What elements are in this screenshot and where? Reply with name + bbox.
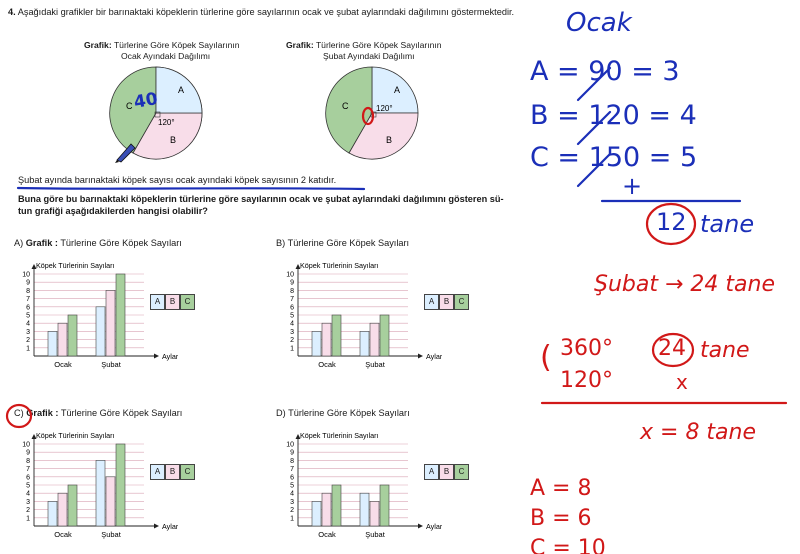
x-axis-label: Aylar xyxy=(162,352,178,361)
option-c-title: Türlerine Göre Köpek Sayıları xyxy=(60,408,183,418)
legend-a: A xyxy=(150,464,165,480)
legend-b: B xyxy=(439,294,454,310)
legend-c: C xyxy=(454,464,469,480)
question-fact: Şubat ayında barınaktaki köpek sayısı ocak ayındaki köpek sayısının 2 katıdır. xyxy=(18,175,337,185)
y-tick-label: 7 xyxy=(26,466,30,474)
y-tick-label: 1 xyxy=(290,515,294,523)
option-a-title-prefix: Grafik : xyxy=(25,238,58,248)
bar-b xyxy=(322,493,331,526)
bar-a xyxy=(312,501,321,526)
hw-ans-a: A = 8 xyxy=(530,476,592,501)
x-axis-arrow xyxy=(418,524,423,529)
y-tick-label: 9 xyxy=(26,449,30,457)
pie-subat xyxy=(322,63,422,163)
bar-b xyxy=(58,323,67,356)
y-tick-label: 10 xyxy=(22,441,30,449)
option-c-title-prefix: Grafik : xyxy=(26,408,59,418)
pie-ocak-label-a: A xyxy=(178,85,185,95)
hw-paren: ( xyxy=(540,340,552,375)
option-c-chart[interactable] xyxy=(18,426,178,544)
option-c-header xyxy=(14,408,182,418)
y-tick-label: 9 xyxy=(26,279,30,287)
x-axis-label: Aylar xyxy=(426,352,442,361)
legend-b: B xyxy=(439,464,454,480)
hw-ans-b: B = 6 xyxy=(530,506,592,531)
x-tick-label: Ocak xyxy=(54,360,72,369)
y-axis-label: Köpek Türlerinin Sayıları xyxy=(300,431,379,440)
bar-b xyxy=(370,501,379,526)
x-tick-label: Şubat xyxy=(365,530,385,539)
option-a-letter: A) xyxy=(14,238,24,248)
y-tick-label: 6 xyxy=(26,304,30,312)
pie-subat-label-a: A xyxy=(394,85,401,95)
x-axis-label: Aylar xyxy=(162,522,178,531)
y-tick-label: 5 xyxy=(26,312,30,320)
hw-prop-bl: 120° xyxy=(560,368,613,393)
bar-c xyxy=(332,485,341,526)
y-tick-label: 5 xyxy=(290,482,294,490)
y-axis-label: Köpek Türlerinin Sayıları xyxy=(36,431,115,440)
hw-total-num: 12 xyxy=(656,208,687,236)
y-tick-label: 7 xyxy=(290,466,294,474)
y-tick-label: 5 xyxy=(290,312,294,320)
y-tick-label: 9 xyxy=(290,279,294,287)
y-tick-label: 4 xyxy=(26,490,30,498)
option-d-title: Türlerine Göre Köpek Sayıları xyxy=(288,408,410,418)
pie-ocak-title xyxy=(84,40,240,62)
pen-cursor-icon xyxy=(113,138,139,164)
y-tick-label: 6 xyxy=(290,304,294,312)
bar-c xyxy=(332,315,341,356)
x-tick-label: Şubat xyxy=(101,360,121,369)
y-tick-label: 6 xyxy=(290,474,294,482)
y-tick-label: 7 xyxy=(26,296,30,304)
bar-a xyxy=(48,331,57,356)
y-tick-label: 2 xyxy=(290,507,294,515)
option-a-header xyxy=(14,238,182,248)
hw-a-line: A = 90 = 3 xyxy=(530,56,680,87)
pie-ocak-label-c: C xyxy=(126,101,133,111)
y-axis-label: Köpek Türlerinin Sayıları xyxy=(36,261,115,270)
legend-a: A xyxy=(424,294,439,310)
question-prompt-line2: tun grafiği aşağıdakilerden hangisi olabilir? xyxy=(18,206,208,216)
x-axis-arrow xyxy=(418,354,423,359)
pie-ocak-title-prefix: Grafik: xyxy=(84,40,112,50)
x-tick-label: Şubat xyxy=(101,530,121,539)
pie-subat-title-line1: Türlerine Göre Köpek Sayılarının xyxy=(315,40,442,50)
y-tick-label: 2 xyxy=(26,337,30,345)
hw-c-line: C = 150 = 5 xyxy=(530,142,698,173)
y-tick-label: 6 xyxy=(26,474,30,482)
x-axis-arrow xyxy=(154,354,159,359)
option-a-chart[interactable] xyxy=(18,256,178,374)
y-tick-label: 9 xyxy=(290,449,294,457)
bar-a xyxy=(96,307,105,356)
x-tick-label: Ocak xyxy=(318,530,336,539)
bar-a xyxy=(360,331,369,356)
hw-ans-c: C = 10 xyxy=(530,536,606,554)
y-tick-label: 4 xyxy=(290,320,294,328)
hw-prop-tr-word: tane xyxy=(700,338,750,363)
bar-b xyxy=(106,477,115,526)
x-tick-label: Şubat xyxy=(365,360,385,369)
option-d-letter: D) xyxy=(276,408,286,418)
option-c-legend xyxy=(150,464,195,480)
option-b-header xyxy=(276,238,409,248)
y-tick-label: 10 xyxy=(286,441,294,449)
option-d-header xyxy=(276,408,410,418)
pie-subat-title xyxy=(286,40,442,62)
hw-subat-line: Şubat → 24 tane xyxy=(594,272,775,297)
option-b-title: Türlerine Göre Köpek Sayıları xyxy=(287,238,410,248)
pie-ocak-title-line2: Ocak Ayındaki Dağılımı xyxy=(121,51,211,61)
y-tick-label: 1 xyxy=(26,345,30,353)
y-tick-label: 3 xyxy=(290,498,294,506)
bar-a xyxy=(312,331,321,356)
option-b-chart[interactable] xyxy=(282,256,442,374)
bar-a xyxy=(96,460,105,526)
question-number: 4. xyxy=(8,7,16,17)
option-b-letter: B) xyxy=(276,238,286,248)
bar-a xyxy=(360,493,369,526)
bar-b xyxy=(58,493,67,526)
y-tick-label: 10 xyxy=(286,271,294,279)
bar-c xyxy=(116,274,125,356)
bar-c xyxy=(68,485,77,526)
option-d-legend xyxy=(424,464,469,480)
option-b-legend xyxy=(424,294,469,310)
y-tick-label: 3 xyxy=(26,498,30,506)
y-tick-label: 8 xyxy=(26,287,30,295)
bar-c xyxy=(116,444,125,526)
bar-c xyxy=(68,315,77,356)
hw-prop-tr-num: 24 xyxy=(658,336,686,361)
bar-b xyxy=(322,323,331,356)
hw-plus: + xyxy=(622,172,643,200)
hw-total-word: tane xyxy=(700,210,755,238)
question-prompt xyxy=(18,193,548,217)
bar-b xyxy=(370,323,379,356)
legend-b: B xyxy=(165,464,180,480)
option-a-title: Türlerine Göre Köpek Sayıları xyxy=(60,238,182,248)
pie-ocak-title-line1: Türlerine Göre Köpek Sayılarının xyxy=(113,40,240,50)
y-tick-label: 4 xyxy=(26,320,30,328)
option-c-letter: C) xyxy=(14,408,24,418)
fact-underline xyxy=(16,185,366,193)
y-tick-label: 2 xyxy=(26,507,30,515)
pie-subat-label-c: C xyxy=(342,101,349,111)
pie-ocak-handwritten-mark: 40 xyxy=(132,89,160,113)
y-tick-label: 3 xyxy=(290,328,294,336)
hw-prop-tl: 360° xyxy=(560,336,613,361)
pie-ocak-label-b: B xyxy=(170,135,177,145)
question-prompt-line1: Buna göre bu barınaktaki köpeklerin türlerine göre sayılarının ocak ve şubat aylarındaki dağılımını gösteren sü- xyxy=(18,194,504,204)
option-a-legend xyxy=(150,294,195,310)
pie-subat-label-b: B xyxy=(386,135,393,145)
option-d-chart[interactable] xyxy=(282,426,442,544)
y-tick-label: 1 xyxy=(26,515,30,523)
pie-subat-title-line2: Şubat Ayındaki Dağılımı xyxy=(323,51,415,61)
pie-ocak-angle: 120° xyxy=(158,118,175,127)
y-axis-label: Köpek Türlerinin Sayıları xyxy=(300,261,379,270)
legend-a: A xyxy=(424,464,439,480)
legend-b: B xyxy=(165,294,180,310)
y-tick-label: 4 xyxy=(290,490,294,498)
bar-a xyxy=(48,501,57,526)
question-intro xyxy=(8,6,548,18)
question-intro-text: Aşağıdaki grafikler bir barınaktaki köpeklerin türlerine göre sayılarının ocak ve şubat aylarındaki dağılımını göstermektedir. xyxy=(17,7,515,17)
hw-ocak: Ocak xyxy=(566,8,632,38)
y-tick-label: 5 xyxy=(26,482,30,490)
y-tick-label: 8 xyxy=(290,287,294,295)
y-tick-label: 8 xyxy=(26,457,30,465)
pie-subat-angle: 120° xyxy=(376,104,393,113)
legend-a: A xyxy=(150,294,165,310)
y-tick-label: 2 xyxy=(290,337,294,345)
hw-strikes xyxy=(570,60,620,190)
hw-result: x = 8 tane xyxy=(640,420,757,445)
y-tick-label: 3 xyxy=(26,328,30,336)
bar-b xyxy=(106,290,115,356)
hw-prop-br: x xyxy=(676,370,688,394)
x-axis-label: Aylar xyxy=(426,522,442,531)
bar-c xyxy=(380,485,389,526)
y-tick-label: 10 xyxy=(22,271,30,279)
hw-b-line: B = 120 = 4 xyxy=(530,100,697,131)
x-axis-arrow xyxy=(154,524,159,529)
legend-c: C xyxy=(454,294,469,310)
legend-c: C xyxy=(180,294,195,310)
pie-subat-title-prefix: Grafik: xyxy=(286,40,314,50)
y-tick-label: 8 xyxy=(290,457,294,465)
y-tick-label: 7 xyxy=(290,296,294,304)
hw-prop-line xyxy=(540,398,790,408)
y-tick-label: 1 xyxy=(290,345,294,353)
x-tick-label: Ocak xyxy=(318,360,336,369)
x-tick-label: Ocak xyxy=(54,530,72,539)
bar-c xyxy=(380,315,389,356)
legend-c: C xyxy=(180,464,195,480)
